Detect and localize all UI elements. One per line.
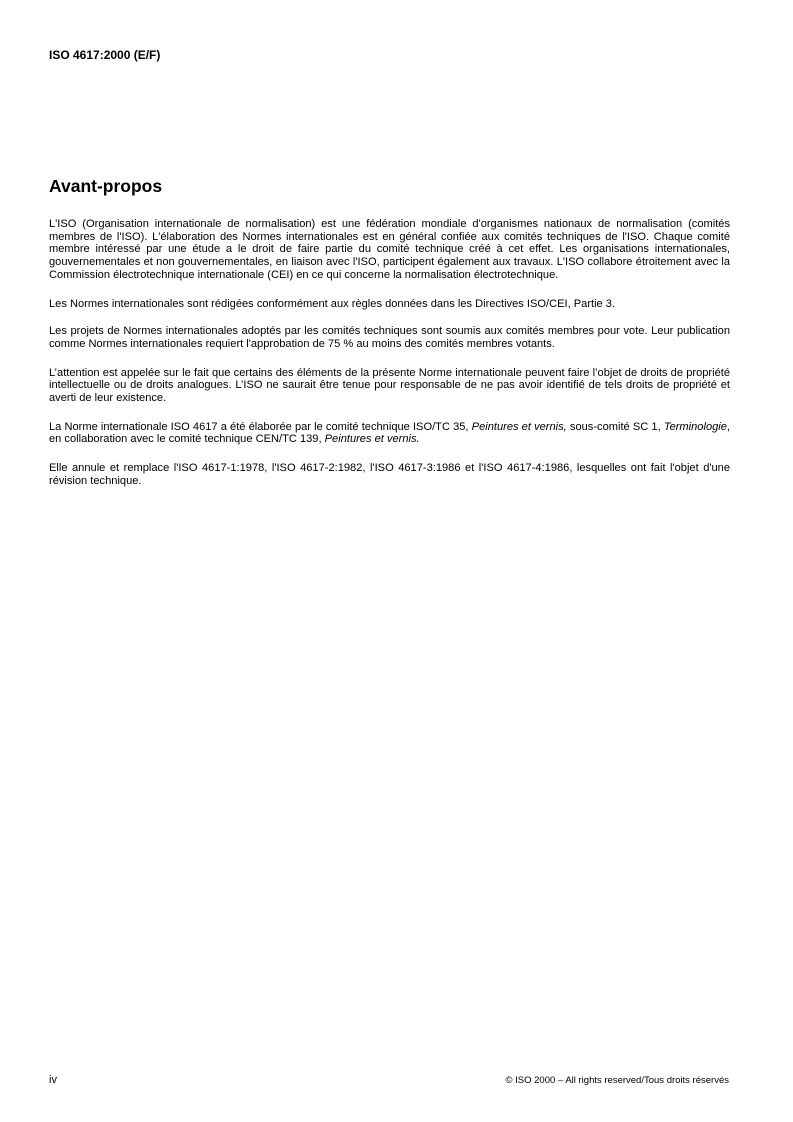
paragraph-patent-rights: L’attention est appelée sur le fait que certains des éléments de la présente Norme internationale peuvent faire l’objet de droits de propriété intellectuelle ou de droits analogues. L’ISO ne saurait être tenue pour responsable de ne pas avoir identifié de tels droits de propriété et averti de leur existence. (49, 366, 730, 405)
committee-italic-2: Terminologie (663, 420, 727, 433)
paragraph-committee (49, 421, 730, 446)
copyright-notice: © ISO 2000 – All rights reserved/Tous droits réservés (505, 1075, 729, 1086)
section-title: Avant-propos (49, 176, 163, 196)
committee-italic-1: Peintures et vernis, (471, 420, 567, 433)
page-number: iv (49, 1074, 57, 1086)
committee-text-1: La Norme internationale ISO 4617 a été élaborée par le comité technique ISO/TC 35, (49, 420, 472, 433)
committee-text-3: , en collaboration avec le comité technique CEN/TC 139, (49, 420, 731, 446)
document-reference: ISO 4617:2000 (E/F) (49, 48, 161, 62)
paragraph-directives: Les Normes internationales sont rédigées conformément aux règles données dans les Directives ISO/CEI, Partie 3. (49, 297, 616, 310)
paragraph-iso-intro: L'ISO (Organisation internationale de normalisation) est une fédération mondiale d'organismes nationaux de normalisation (comités membres de l'ISO). L'élaboration des Normes internationales est en général confiée aux comités techniques de l'ISO. Chaque comité membre intéressé par une étude a le droit de faire partie du comité technique créé à cet effet. Les organisations internationales, gouvernementales et non gouvernementales, en liaison avec l'ISO, participent également aux travaux. L'ISO collabore étroitement avec la Commission électrotechnique internationale (CEI) en ce qui concerne la normalisation électrotechnique. (49, 218, 730, 281)
committee-italic-3: Peintures et vernis. (324, 433, 420, 446)
paragraph-voting: Les projets de Normes internationales adoptés par les comités techniques sont soumis aux comités membres pour vote. Leur publication comme Normes internationales requiert l'approbation de 75 % au moins des comités membres votants. (49, 325, 730, 350)
committee-text-2: sous-comité SC 1, (566, 420, 664, 433)
paragraph-replaces: Elle annule et remplace l'ISO 4617-1:1978, l'ISO 4617-2:1982, l'ISO 4617-3:1986 et l'ISO 4617-4:1986, lesquelles ont fait l'objet d'une révision technique. (49, 462, 730, 487)
foreword-body (49, 218, 730, 504)
